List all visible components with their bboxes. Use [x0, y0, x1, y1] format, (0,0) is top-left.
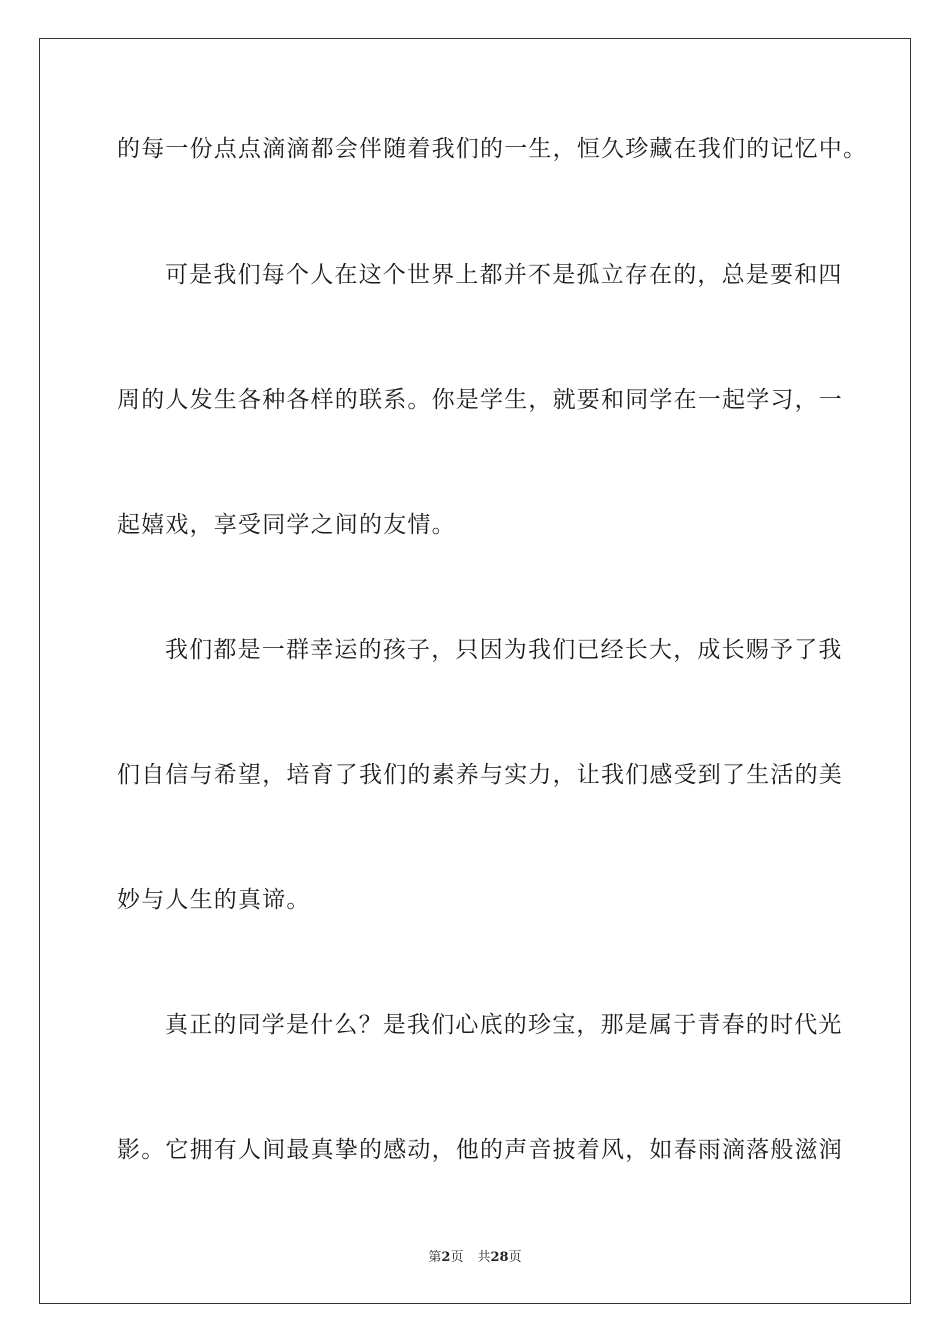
page-suffix: 页	[450, 1250, 464, 1265]
text-line: 周的人发生各种各样的联系。你是学生，就要和同学在一起学习，一	[117, 387, 843, 413]
text-line: 起嬉戏，享受同学之间的友情。	[117, 512, 456, 538]
paragraph-start: 真正的同学是什么？是我们心底的珍宝，那是属于青春的时代光	[165, 1012, 843, 1038]
total-prefix: 共	[477, 1250, 491, 1265]
page-footer	[0, 1246, 950, 1265]
total-page-count: 28	[490, 1250, 509, 1265]
current-page-number: 2	[441, 1250, 451, 1265]
text-line: 妙与人生的真谛。	[117, 887, 311, 913]
text-line: 的每一份点点滴滴都会伴随着我们的一生，恒久珍藏在我们的记忆中。	[117, 136, 868, 162]
page-border	[39, 38, 911, 1304]
paragraph-start: 我们都是一群幸运的孩子，只因为我们已经长大，成长赐予了我	[165, 637, 843, 663]
text-line: 影。它拥有人间最真挚的感动，他的声音披着风，如春雨滴落般滋润	[117, 1137, 843, 1163]
total-suffix: 页	[508, 1250, 522, 1265]
text-line: 们自信与希望，培育了我们的素养与实力，让我们感受到了生活的美	[117, 762, 843, 788]
page-prefix: 第	[428, 1250, 442, 1265]
paragraph-start: 可是我们每个人在这个世界上都并不是孤立存在的，总是要和四	[165, 262, 843, 288]
